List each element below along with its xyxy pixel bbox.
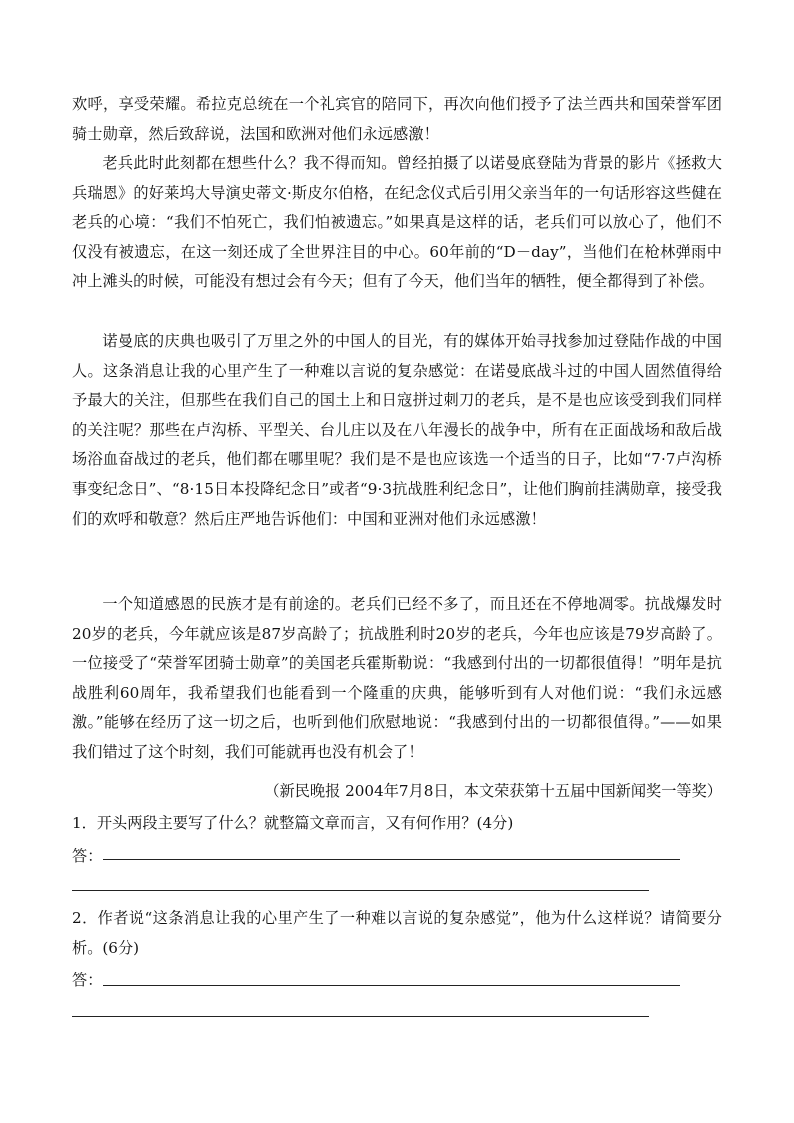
article-source: （新民晚报 2004年7月8日，本文荣获第十五届中国新闻奖一等奖） (264, 782, 722, 800)
answer-label-2: 答： (72, 971, 103, 989)
answer-line-1a[interactable] (103, 859, 680, 860)
answer-label-1: 答： (72, 847, 103, 865)
paragraph-4: 一个知道感恩的民族才是有前途的。老兵们已经不多了，而且还在不停地凋零。抗战爆发时20岁的老兵，今年就应该是87岁高龄了；抗战胜利时20岁的老兵，今年也应该是79岁高龄了。一位接受了“荣誉军团骑士勋章”的美国老兵霍斯勒说：“我感到付出的一切都很值得！”明年是抗战胜利60周年，我希望我们也能看到一个隆重的庆典，能够听到有人对他们说：“我们永远感激。”能够在经历了这一切之后，也听到他们欣慰地说：“我感到付出的一切都很值得。”——如果我们错过了这个时刻，我们可能就再也没有机会了！ (72, 595, 722, 761)
answer-line-2a[interactable] (103, 985, 680, 986)
answer-line-2b[interactable] (72, 1016, 649, 1017)
answer-line-1b[interactable] (72, 890, 649, 891)
paragraph-2: 老兵此时此刻都在想些什么？我不得而知。曾经拍摄了以诺曼底登陆为背景的影片《拯救大兵瑞恩》的好莱坞大导演史蒂文·斯皮尔伯格，在纪念仪式后引用父亲当年的一句话形容这些健在老兵的心境：“我们不怕死亡，我们怕被遗忘。”如果真是这样的话，老兵们可以放心了，他们不仅没有被遗忘，在这一刻还成了全世界注目的中心。60年前的“D－day”，当他们在枪林弹雨中冲上滩头的时候，可能没有想过会有今天；但有了今天，他们当年的牺牲，便全都得到了补偿。 (72, 154, 722, 291)
question-2: 2．作者说“这条消息让我的心里产生了一种难以言说的复杂感觉”，他为什么这样说？请简要分析。(6分) (72, 909, 722, 957)
paragraph-3: 诺曼底的庆典也吸引了万里之外的中国人的目光，有的媒体开始寻找参加过登陆作战的中国人。这条消息让我的心里产生了一种难以言说的复杂感觉：在诺曼底战斗过的中国人固然值得给予最大的关注，但那些在我们自己的国土上和日寇拼过刺刀的老兵，是不是也应该受到我们同样的关注呢？那些在卢沟桥、平型关、台儿庄以及在八年漫长的战争中，所有在正面战场和敌后战场浴血奋战过的老兵，他们都在哪里呢？我们是不是也应该选一个适当的日子，比如“7·7卢沟桥事变纪念日”、“8·15日本投降纪念日”或者“9·3抗战胜利纪念日”，让他们胸前挂满勋章，接受我们的欢呼和敬意？然后庄严地告诉他们：中国和亚洲对他们永远感激！ (72, 332, 722, 528)
question-1: 1．开头两段主要写了什么？就整篇文章而言，又有何作用？(4分) (72, 814, 514, 832)
paragraph-1: 欢呼，享受荣耀。希拉克总统在一个礼宾官的陪同下，再次向他们授予了法兰西共和国荣誉军团骑士勋章，然后致辞说，法国和欧洲对他们永远感激！ (72, 95, 722, 143)
